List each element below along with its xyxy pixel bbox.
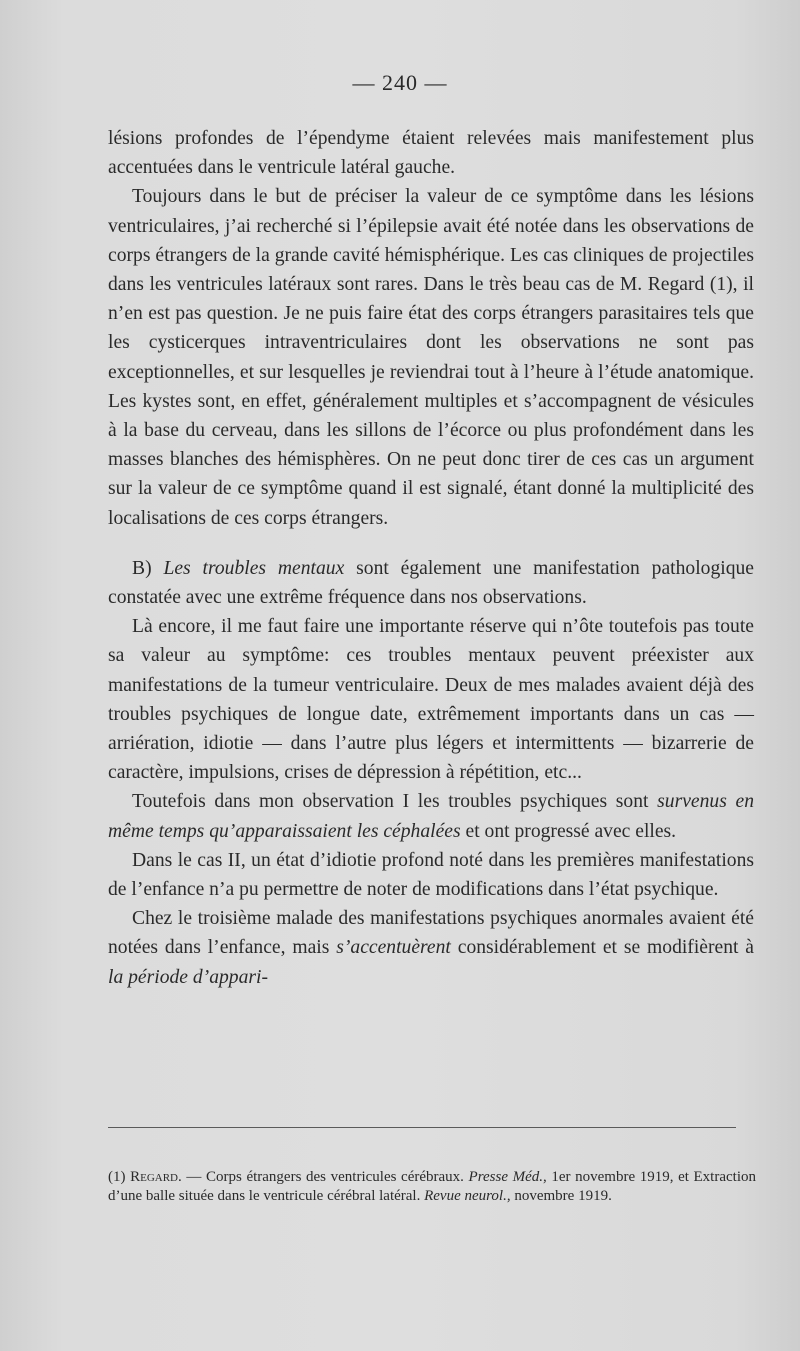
- paragraph-5-text: Toutefois dans mon observation I les troubles psychiques sont: [132, 791, 658, 813]
- footnote-divider: [108, 1127, 736, 1128]
- footnote-text: , 1er novembre 1919, et Extraction d’une balle située dans le ventricule cérébral latéral.: [108, 1169, 756, 1204]
- paragraph-2: Toujours dans le but de préciser la valeur de ce symptôme dans les lésions ventriculaires, j’ai recherché si l’épilepsie avait été notée dans les observations de corps étrangers de la grande cavité hémisphérique. Les cas cliniques de projectiles dans les ventricules latéraux sont rares. Dans le très beau cas de M. Regard (1), il n’en est pas question. Je ne puis faire état des corps étrangers parasitaires tels que les cysticerques intraventriculaires dont les observations ne sont pas exceptionnelles, et sur lesquelles je reviendrai tout à l’heure à l’étude anatomique. Les kystes sont, en effet, généralement multiples et s’accompagnent de vésicules à la base du cerveau, dans les sillons de l’écorce ou plus profondément dans les masses blanches des hémisphères. On ne peut donc tirer de ces cas un argument sur la valeur de ce symptôme quand il est signalé, étant donné la multiplicité des localisations de ces corps étrangers.: [108, 186, 754, 529]
- body-text: [108, 124, 754, 992]
- footnote-author: Regard: [130, 1169, 179, 1185]
- paragraph-7-text: Chez le troisième malade des manifestations psychiques anormales avaient été notées dans l’enfance, mais: [108, 908, 754, 959]
- paragraph-5-end: et ont progressé avec elles.: [460, 820, 677, 842]
- footnote-text: , novembre 1919.: [506, 1187, 612, 1204]
- paragraph-1: lésions profondes de l’épendyme étaient relevées mais manifestement plus accentuées dans le ventricule latéral gauche.: [108, 128, 754, 179]
- paragraph-3: [108, 554, 754, 612]
- footnote-text: . — Corps étrangers des ventricules cérébraux.: [178, 1169, 469, 1185]
- footnote-journal: Revue neurol.: [424, 1187, 507, 1204]
- footnote: [108, 1168, 756, 1205]
- paragraph-3-text: sont également une manifestation pathologique constatée avec une extrême fréquence dans nos observations.: [108, 557, 754, 609]
- italic-phrase: survenus en même temps qu’apparaissaient les céphalées: [108, 791, 754, 842]
- paragraph-7: [108, 904, 754, 992]
- paragraph-7-mid: considérablement et se modifièrent à: [450, 937, 755, 959]
- italic-phrase: Les troubles mentaux: [163, 557, 345, 579]
- page-number: — 240 —: [352, 70, 448, 95]
- paragraph-6: Dans le cas II, un état d’idiotie profond noté dans les premières manifestations de l’enfance n’a pu permettre de noter de modifications dans l’état psychique.: [108, 849, 754, 901]
- footnote-journal: Presse Méd.: [468, 1169, 543, 1185]
- paragraph-5: [108, 787, 754, 845]
- section-marker: B): [132, 557, 164, 579]
- italic-phrase: s’accentuèrent: [336, 937, 451, 959]
- footnote-number: (1): [108, 1169, 131, 1185]
- paragraph-4: Là encore, il me faut faire une importante réserve qui n’ôte toutefois pas toute sa valeur au symptôme: ces troubles mentaux peuvent préexister aux manifestations de la tumeur ventriculaire. Deux de mes malades avaient déjà des troubles psychiques de longue date, extrêmement importants dans un cas — arriération, idiotie — dans l’autre plus légers et intermittents — bizarrerie de caractère, impulsions, crises de dépression à répétition, etc...: [108, 616, 754, 784]
- italic-phrase: la période d’appari-: [108, 966, 268, 988]
